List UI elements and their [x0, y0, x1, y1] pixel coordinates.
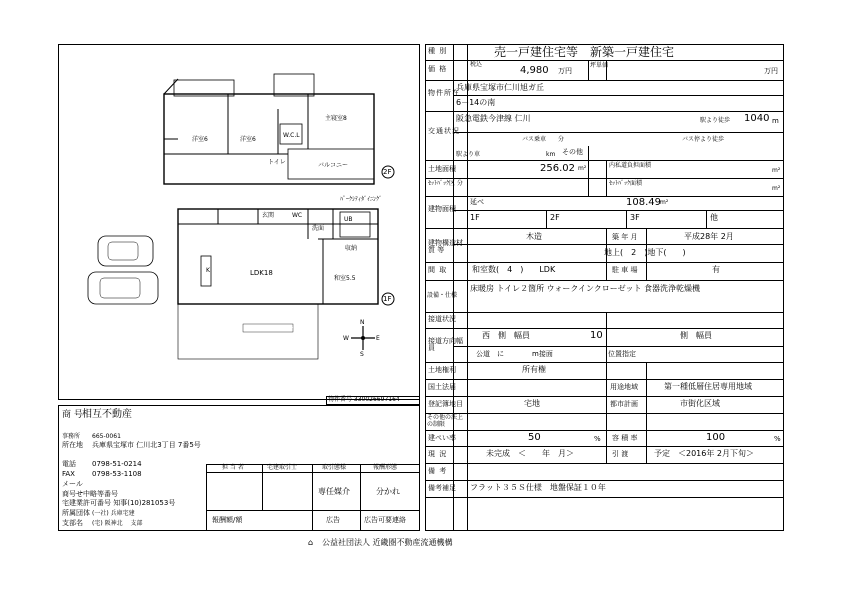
supplement-value: フラット３５Ｓ仕様 地盤保証１０年 — [470, 483, 606, 492]
deal-type: 専任媒介 — [318, 487, 350, 496]
deal-ad: 広告 — [326, 516, 340, 524]
bus-walk: バス停より徒歩 — [682, 136, 725, 143]
private-road-unit: m² — [772, 167, 781, 174]
road-public: 公道 に m接面 — [476, 350, 553, 358]
price-unit: 万円 — [558, 67, 572, 75]
room-wcl: W.C.L — [283, 132, 300, 139]
location-2: 6－14の南 — [456, 98, 496, 107]
room-japanese: 和室5.5 — [334, 275, 356, 282]
status-value: 未完成 ＜ 年 月＞ — [486, 449, 574, 458]
price-tax-label: 税込 — [470, 61, 483, 68]
total-value: 108.49 — [626, 197, 661, 208]
label-supplement: 備考補足 — [428, 484, 456, 492]
room-wc: WC — [292, 212, 303, 219]
zone-value: 第一種低層住居専用地域 — [664, 382, 752, 391]
room-bed1: 洋室6 — [192, 136, 208, 143]
company-zip: 665-0061 — [92, 433, 121, 440]
company-address-label: 所在地 — [62, 441, 83, 449]
private-road: 内私道負担面積 — [609, 162, 652, 169]
other-area-label: 他 — [710, 213, 718, 222]
floor3-label: 3F — [630, 213, 640, 222]
label-transport: 交通状況 — [428, 127, 460, 135]
compass-w: W — [343, 335, 349, 342]
built-value: 平成28年 2月 — [684, 232, 734, 241]
tsubo-unit: 万円 — [764, 67, 778, 75]
company-fax-label: FAX — [62, 470, 75, 478]
location-1: 兵庫県宝塚市仁川旭ガ丘 — [456, 83, 544, 92]
floor-1f-label: 1F — [383, 295, 392, 303]
company-zip-label: 事務所 — [62, 433, 81, 440]
land-value: 256.02 — [540, 163, 575, 174]
deal-fee: 分かれ — [376, 487, 400, 496]
company-mail-label: メール — [62, 480, 83, 488]
property-id: 物件番号 330026697164 — [328, 396, 400, 403]
walk-unit: m — [772, 117, 779, 125]
price-value: 4,980 — [520, 65, 549, 76]
compass-n: N — [360, 319, 365, 326]
equipment: 床暖房 トイレ２箇所 ウォークインクローゼット 食器洗浄乾燥機 — [470, 284, 701, 293]
room-wash: 洗面 — [312, 225, 325, 232]
deal-ad-val: 広告可要連絡 — [364, 516, 406, 524]
footer-org-icon: ⌂ — [308, 538, 314, 547]
label-land: 土地面積 — [428, 165, 456, 173]
label-restrict: その他の法上の制限 — [427, 414, 464, 428]
road2: 側 幅員 — [680, 331, 712, 340]
listing-title: 売一戸建住宅等 新築一戸建住宅 — [494, 45, 675, 59]
coverage-value: 50 — [528, 432, 541, 443]
room-bed2: 洋室6 — [240, 136, 256, 143]
label-land-right: 土地権利 — [428, 366, 456, 374]
road1-width: 10 — [590, 330, 603, 341]
far-label: 容 積 率 — [612, 434, 638, 442]
deal-h2: 宅建取引士 — [267, 464, 298, 471]
land-unit: m² — [578, 165, 587, 172]
compass-s: S — [360, 351, 364, 358]
transport-line: 阪急電鉄今津線 仁川 — [456, 114, 531, 123]
label-law: 国土法届 — [428, 383, 456, 391]
label-layout: 間 取 — [428, 266, 448, 274]
company-fax: 0798-53-1108 — [92, 470, 142, 478]
far-value: 100 — [706, 432, 726, 443]
label-road-dir: 接道方向幅 員 — [428, 337, 463, 352]
road1: 西 側 幅員 — [482, 331, 530, 340]
label-building: 建物面積 — [428, 205, 456, 213]
label-structure: 建物構造材 質 等 — [428, 239, 463, 254]
material: 木造 — [526, 232, 542, 241]
label-coverage: 建ぺい率 — [428, 434, 456, 442]
parking-value: 有 — [712, 265, 720, 274]
built-label: 築 年 月 — [612, 233, 638, 241]
label-setback: ｾｯﾄﾊﾞｯｸ区 分 — [428, 180, 463, 187]
label-remarks: 備 考 — [428, 467, 448, 475]
company-assoc: (一社) 兵庫宅建 — [92, 510, 135, 517]
setback-unit: m² — [772, 185, 781, 192]
company-name-label: 商 号 — [62, 410, 83, 420]
company-assoc-label: 所属団体 — [62, 509, 90, 517]
company-branch-label: 支部名 — [62, 519, 83, 527]
deal-remuneration: 報酬額/額 — [212, 516, 243, 524]
room-ldk: LDK18 — [250, 269, 273, 277]
company-name: 相互不動産 — [82, 409, 132, 420]
company-trade-label: 商号せ中略等番号 — [62, 490, 118, 498]
city-value: 市街化区域 — [680, 399, 720, 408]
total-unit: m² — [660, 199, 669, 206]
floor-2f-label: 2F — [383, 168, 392, 176]
tsubo-label: 坪単価 — [590, 62, 609, 69]
registry-value: 宅地 — [524, 399, 540, 408]
footer-org: 公益社団法人 近畿圏不動産流通機構 — [322, 538, 453, 547]
floors: 地上( 2 )地下( ) — [604, 248, 686, 257]
room-master: 主寝室8 — [325, 115, 347, 122]
city-label: 都市計画 — [610, 400, 638, 408]
company-branch: (宅) 阪神北 支部 — [92, 520, 143, 527]
walk-label: 駅より徒歩 — [700, 117, 731, 124]
room-toilet: トイレ — [268, 159, 286, 166]
deal-h4: 報酬形態 — [373, 464, 398, 471]
handover-label: 引 渡 — [612, 450, 629, 458]
room-entrance: 玄関 — [262, 212, 275, 219]
floorplan-drawing — [58, 44, 420, 400]
company-trade: 宅建業許可番号 知事(10)281053号 — [62, 499, 176, 507]
setback-area: ｾｯﾄﾊﾞｯｸ面積 — [609, 180, 643, 187]
layout-value: 和室数( 4 ) LDK — [472, 265, 556, 274]
walk-value: 1040 — [744, 113, 770, 124]
deal-h3: 取引態様 — [322, 464, 347, 471]
label-price: 価 格 — [428, 65, 448, 73]
location-spec: 位置指定 — [608, 350, 636, 358]
label-status: 現 況 — [428, 450, 448, 458]
label-road-state: 接道状況 — [428, 315, 456, 323]
zone-label: 用途地域 — [610, 383, 638, 391]
km-unit: km — [546, 151, 556, 158]
bus-ride: バス乗車 分 — [522, 136, 565, 143]
label-location: 物件所在 — [428, 89, 460, 97]
station-car: 駅より車 — [456, 151, 481, 158]
label-equipment: 設備・仕様 — [427, 292, 458, 299]
parking-label: 駐 車 場 — [612, 266, 638, 274]
label-type: 種 別 — [428, 47, 448, 55]
compass-e: E — [376, 335, 380, 342]
handover-value: 予定 ＜2016年 2月下旬＞ — [654, 449, 754, 458]
room-bath: UB — [344, 216, 353, 223]
company-tel: 0798-51-0214 — [92, 460, 142, 468]
other-transport: その他 — [562, 148, 583, 156]
room-balcony: バルコニー — [318, 162, 349, 169]
deal-h1: 担 当 者 — [222, 464, 244, 471]
total-label: 延べ — [470, 198, 484, 206]
floor2-label: 2F — [550, 213, 560, 222]
room-wood-deck: ウッドデッキ — [258, 325, 294, 332]
land-right: 所有権 — [522, 365, 546, 374]
floor1-label: 1F — [470, 213, 480, 222]
floorplan-note: ﾊﾟｰｸｼﾃｨﾀﾞｲﾆﾝｸﾞ — [340, 196, 383, 203]
label-registry: 登記簿地目 — [428, 400, 463, 408]
room-closet: 収納 — [345, 245, 358, 252]
far-unit: % — [774, 435, 781, 443]
room-kitchen: K — [206, 267, 210, 274]
company-tel-label: 電話 — [62, 460, 76, 468]
company-address: 兵庫県宝塚市 仁川北3丁目 7番5号 — [92, 441, 201, 449]
coverage-unit: % — [594, 435, 601, 443]
